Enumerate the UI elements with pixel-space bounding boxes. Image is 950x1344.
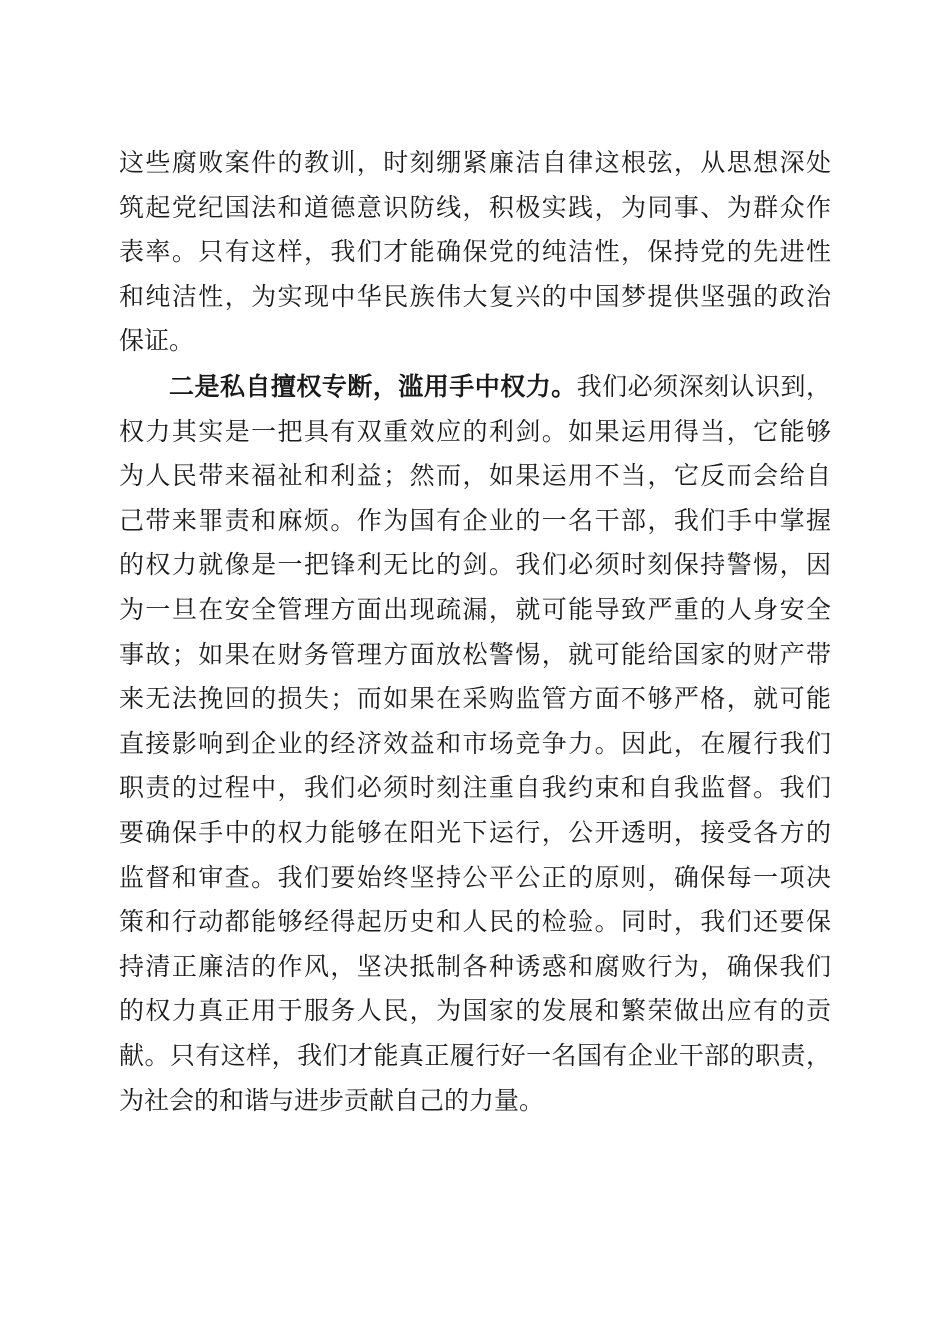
paragraph-2-heading: 二是私自擅权专断，滥用手中权力。 — [169, 372, 577, 401]
paragraph-2-line: 为人民带来福祉和利益；然而，如果运用不当，它反而会给自 — [119, 461, 831, 491]
paragraph-1-line: 保证。 — [119, 326, 195, 356]
paragraph-2-first-line — [119, 365, 831, 410]
paragraph-2-first-line-rest: 我们必须深刻认识到， — [576, 372, 831, 401]
paragraph-2-line: 为一旦在安全管理方面出现疏漏，就可能导致严重的人身安全 — [119, 594, 831, 624]
paragraph-1-line: 表率。只有这样，我们才能确保党的纯洁性，保持党的先进性 — [119, 237, 831, 267]
paragraph-2-line: 直接影响到企业的经济效益和市场竞争力。因此，在履行我们 — [119, 728, 831, 758]
paragraph-2 — [119, 365, 831, 1123]
paragraph-2-line: 为社会的和谐与进步贡献自己的力量。 — [119, 1085, 545, 1115]
paragraph-2-line: 策和行动都能够经得起历史和人民的检验。同时，我们还要保 — [119, 907, 831, 937]
paragraph-2-line: 权力其实是一把具有双重效应的利剑。如果运用得当，它能够 — [119, 416, 831, 446]
paragraph-1-line: 和纯洁性，为实现中华民族伟大复兴的中国梦提供坚强的政治 — [119, 281, 831, 311]
paragraph-2-line: 要确保手中的权力能够在阳光下运行，公开透明，接受各方的 — [119, 817, 831, 847]
paragraph-1-line: 这些腐败案件的教训，时刻绷紧廉洁自律这根弦，从思想深处 — [119, 148, 831, 177]
paragraph-2-line: 监督和审查。我们要始终坚持公平公正的原则，确保每一项决 — [119, 862, 831, 892]
paragraph-2-line: 的权力就像是一把锋利无比的剑。我们必须时刻保持警惕，因 — [119, 550, 831, 580]
paragraph-2-line: 事故；如果在财务管理方面放松警惕，就可能给国家的财产带 — [119, 639, 831, 669]
paragraph-2-line: 献。只有这样，我们才能真正履行好一名国有企业干部的职责， — [119, 1040, 831, 1070]
paragraph-1-line: 筑起党纪国法和道德意识防线，积极实践，为同事、为群众作 — [119, 192, 831, 222]
paragraph-2-line: 职责的过程中，我们必须时刻注重自我约束和自我监督。我们 — [119, 773, 831, 803]
paragraph-2-line: 持清正廉洁的作风，坚决抵制各种诱惑和腐败行为，确保我们 — [119, 951, 831, 981]
paragraph-2-line: 的权力真正用于服务人民，为国家的发展和繁荣做出应有的贡 — [119, 996, 831, 1026]
paragraph-1 — [119, 141, 831, 364]
paragraph-2-line: 来无法挽回的损失；而如果在采购监管方面不够严格，就可能 — [119, 684, 831, 714]
paragraph-2-line: 己带来罪责和麻烦。作为国有企业的一名干部，我们手中掌握 — [119, 505, 831, 535]
